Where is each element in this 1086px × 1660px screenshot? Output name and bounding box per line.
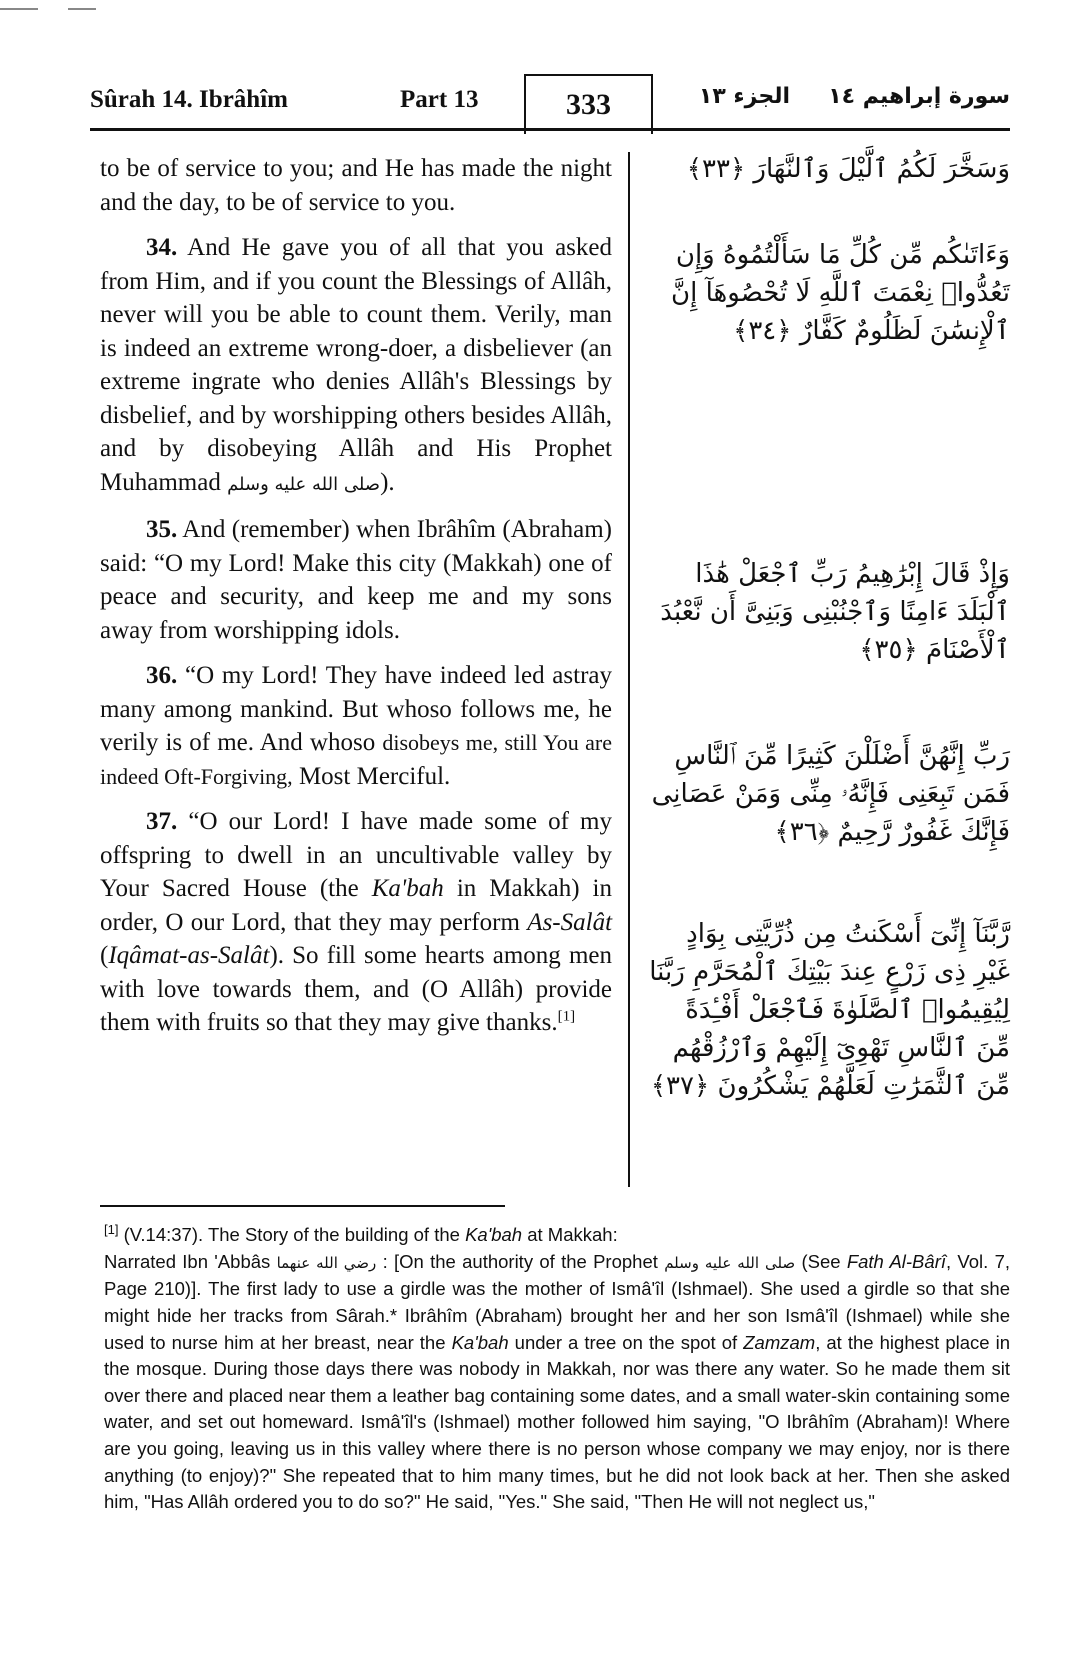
- footnote-zamzam: Zamzam: [743, 1331, 816, 1353]
- footnote-body: [104, 1249, 1010, 1516]
- verse-37: [100, 805, 612, 1040]
- footnote-text-5: under a tree on the spot of: [514, 1331, 738, 1353]
- footnote-text-3: (See: [801, 1250, 841, 1272]
- header-rule: [90, 128, 1010, 131]
- verse-37-text-1: “O our Lord! I have made some of my offspring to dwell in an uncultivable valley by Your Sacred House (the: [100, 808, 612, 902]
- verse-35-text: And (remember) when Ibrâhîm (Abraham) said: “O my Lord! Make this city (Makkah) one of peace and security, and keep me and my sons away from worshipping idols.: [100, 516, 612, 644]
- footnote: [104, 1217, 1010, 1516]
- surah-title-arabic: سورة إبراهيم ١٤: [828, 84, 1010, 109]
- footnote-marker: [1]: [104, 1222, 119, 1237]
- footnote-text-6: , at the highest place in the mosque. During those days there was nobody in Makkah, nor was there any water. So he made them sit over there and placed near them a leather bag containing some dates, and a small water-skin containing some water, and set out homeward. Ismâ'îl's (Ishmael) mother followed him saying, "O Ibrâhîm (Abraham)! Where are you going, leaving us in this valley where there is no person whose company we may enjoy, nor is there anything (to enjoy)?" She repeated that to him many times, but he did not look back at her. Then she asked him, "Has Allâh ordered you to do so?" He said, "Yes." She said, "Then He will not neglect us,": [104, 1331, 1011, 1513]
- salutation-arabic: صلى الله عليه وسلم: [227, 473, 381, 495]
- surah-title: Sûrah 14. Ibrâhîm: [90, 86, 288, 113]
- page-header: [90, 68, 1010, 130]
- verse-34: [100, 231, 612, 501]
- verse-36-number: 36.: [146, 662, 178, 689]
- footnote-narrator: Narrated Ibn 'Abbâs: [104, 1250, 271, 1272]
- part-label-arabic: الجزء ١٣: [698, 84, 790, 109]
- verse-33-text: to be of service to you; and He has made the night and the day, to be of service to you.: [100, 155, 612, 216]
- verse-34-text: And He gave you of all that you asked from Him, and if you count the Blessings of Allâh, never will you be able to count them. Verily, man is indeed an extreme wrong-doer, a disbeliever (an extreme ingrate who denies Allâh's Blessings by disbelief, and by worshipping others besides Allâh, and by disobeying Allâh and His Prophet Muhammad: [100, 234, 612, 496]
- footnote-kabah: Ka'bah: [465, 1224, 523, 1246]
- verse-36-small-text: disobeys me, still You are indeed Oft-Forgiving,: [100, 730, 612, 789]
- verse-37-number: 37.: [146, 808, 178, 835]
- footnote-heading-text: (V.14:37). The Story of the building of the: [123, 1224, 460, 1246]
- scan-mark: [0, 8, 38, 10]
- verse-36-text: “O my Lord! They have indeed led astray many among mankind. But whoso follows me, he verily is of me. And whoso: [100, 662, 612, 756]
- verse-33-continuation: [100, 152, 612, 219]
- footnote-arabic-2: صلى الله عليه وسلم: [664, 1253, 796, 1272]
- as-salat-term: As-Salât: [527, 908, 613, 936]
- footnote-rule: [100, 1205, 505, 1207]
- verse-34-end: ).: [380, 468, 395, 496]
- iqamat-term: Iqâmat-as-Salât: [108, 942, 270, 969]
- verse-35: [100, 513, 612, 647]
- part-label: Part 13: [400, 86, 479, 113]
- verse-36: [100, 659, 612, 793]
- verse-37-text-2: in Makkah) in order, O our Lord, that they may perform: [100, 875, 612, 936]
- verse-37-text-3: (: [100, 942, 109, 969]
- arabic-verse-35: وَإِذْ قَالَ إِبْرَٰهِيمُ رَبِّ ٱجْعَلْ هَٰذَا ٱلْبَلَدَ ءَامِنًا وَٱجْنُبْنِى وَبَنِىَّ أَن نَّعْبُدَ ٱلْأَصْنَامَ ﴿٣٥﴾: [660, 559, 1010, 665]
- verse-36-end: Most Merciful.: [298, 762, 451, 790]
- footnote-heading: [104, 1217, 1010, 1249]
- scan-mark: [68, 8, 96, 10]
- footnote-arabic-1: رضي الله عنهما: [276, 1253, 377, 1272]
- footnote-heading-end: at Makkah:: [527, 1224, 618, 1246]
- footnote-text-4: , Vol. 7, Page 210)]. The first lady to use a girdle was the mother of Ismâ'îl (Ishmael). She used a girdle so that she might hide her tracks from Sârah.* Ibrâhîm (Abraham) brought her and her son Ismâ'îl (Ishmael) while she used to nurse him at her breast, near the: [104, 1250, 1011, 1353]
- page-number-box: [524, 74, 653, 134]
- page-number: 333: [566, 88, 611, 121]
- verse-34-number: 34.: [146, 234, 178, 261]
- arabic-verse-37: رَّبَّنَآ إِنِّىٓ أَسْكَنتُ مِن ذُرِّيَّتِى بِوَادٍ غَيْرِ ذِى زَرْعٍ عِندَ بَيْتِكَ ٱلْمُحَرَّمِ رَبَّنَا لِيُقِيمُوا۟ ٱلصَّلَوٰةَ فَٱجْعَلْ أَفْـِٔدَةً مِّنَ ٱلنَّاسِ تَهْوِىٓ إِلَيْهِمْ وَٱرْزُقْهُم مِّنَ ٱلثَّمَرَٰتِ لَعَلَّهُمْ يَشْكُرُونَ ﴿٣٧﴾: [649, 919, 1010, 1101]
- footnote-reference[interactable]: [1]: [557, 1008, 576, 1025]
- english-translation-column: [100, 152, 612, 1040]
- footnote-kabah-2: Ka'bah: [451, 1331, 509, 1353]
- verse-35-number: 35.: [146, 516, 178, 543]
- arabic-verse-36: رَبِّ إِنَّهُنَّ أَضْلَلْنَ كَثِيرًا مِّنَ ٱلنَّاسِ فَمَن تَبِعَنِى فَإِنَّهُۥ مِنِّى وَمَنْ عَصَانِى فَإِنَّكَ غَفُورٌ رَّحِيمٌ ﴿٣٦﴾: [651, 741, 1010, 847]
- arabic-verse-33: وَسَخَّرَ لَكُمُ ٱلَّيْلَ وَٱلنَّهَارَ ﴿٣٣﴾: [686, 154, 1010, 184]
- kabah-term: Ka'bah: [371, 875, 444, 902]
- verse-37-text-4: ). So fill some hearts among men with love towards them, and (O Allâh) provide them with fruits so that they may give thanks.: [100, 942, 612, 1036]
- footnote-fath-al-bari: Fath Al-Bârî: [846, 1250, 946, 1272]
- column-divider: [628, 152, 630, 1187]
- footnote-text-2: : [On the authority of the Prophet: [382, 1250, 658, 1272]
- arabic-verse-34: وَءَاتَىٰكُم مِّن كُلِّ مَا سَأَلْتُمُوهُ وَإِن تَعُدُّوا۟ نِعْمَتَ ٱللَّهِ لَا تُحْصُوهَآ إِنَّ ٱلْإِنسَٰنَ لَظَلُومٌ كَفَّارٌ ﴿٣٤﴾: [671, 240, 1010, 346]
